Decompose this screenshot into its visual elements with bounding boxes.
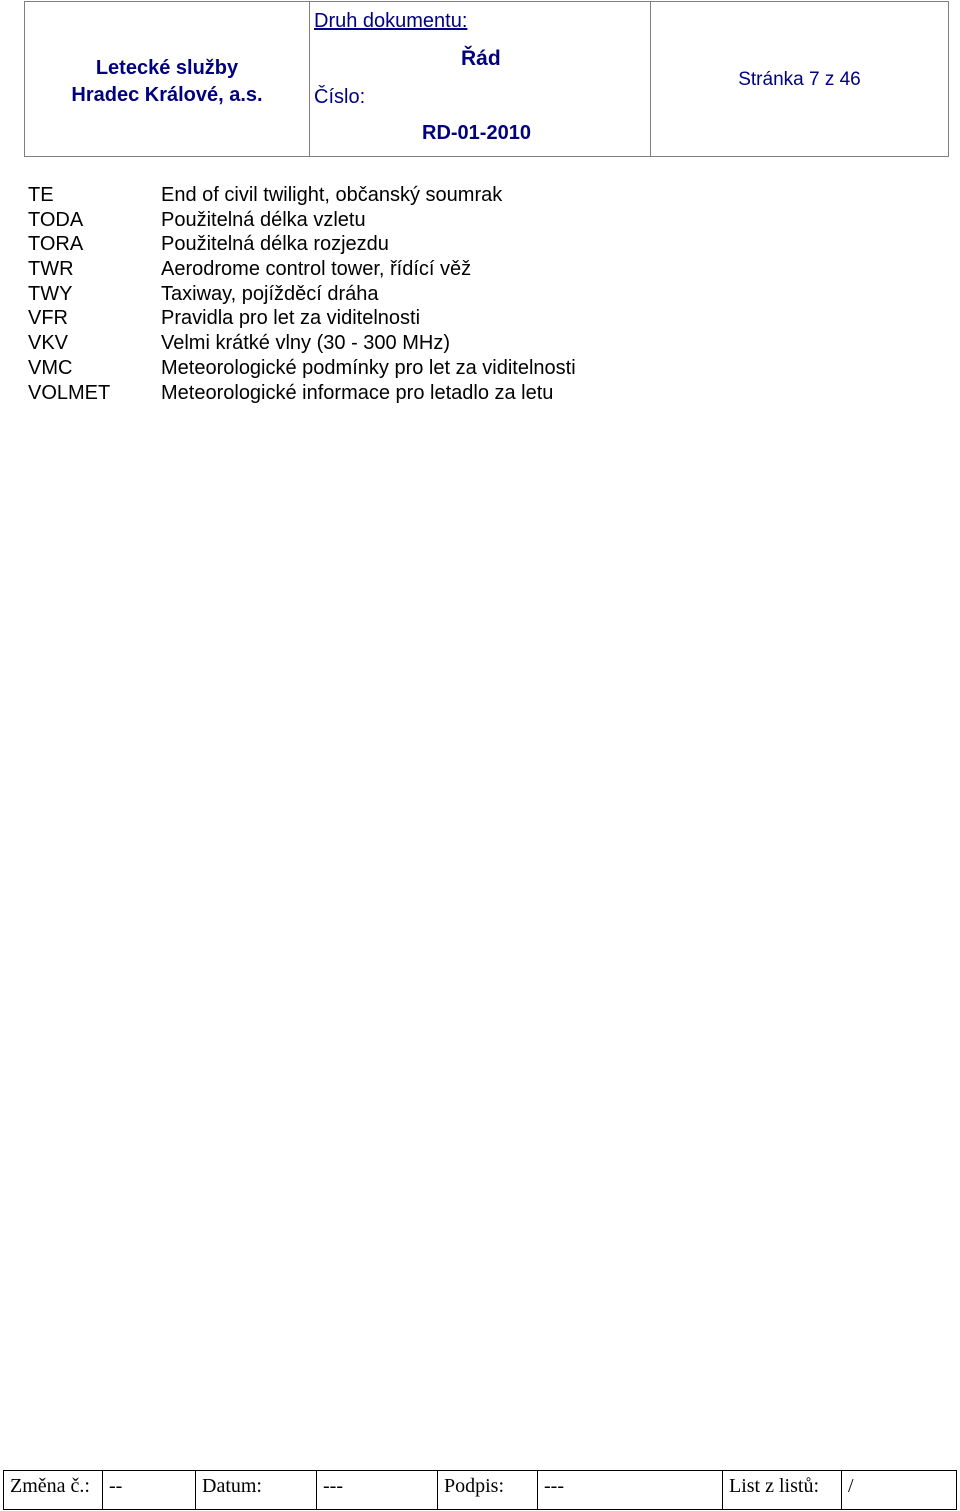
abbreviation-code: TWY (28, 282, 73, 305)
document-info-cell (310, 2, 651, 156)
list-item (28, 381, 576, 406)
abbreviation-description: Aerodrome control tower, řídící věž (161, 258, 472, 281)
signature-label: Podpis: (438, 1471, 538, 1509)
change-value: -- (103, 1471, 196, 1509)
list-item (28, 282, 576, 307)
sheet-label: List z listů: (723, 1471, 842, 1509)
document-type-label: Druh dokumentu: (314, 10, 468, 32)
list-item (28, 183, 576, 208)
document-header (24, 1, 949, 157)
list-item (28, 331, 576, 356)
document-type: Řád (461, 47, 501, 70)
abbreviation-code: VKV (28, 332, 69, 355)
page-number: Stránka 7 z 46 (738, 69, 861, 90)
abbreviation-code: TODA (28, 208, 84, 231)
list-item (28, 306, 576, 331)
abbreviation-description: Taxiway, pojížděcí dráha (161, 282, 379, 305)
abbreviation-list (28, 183, 576, 405)
document-number: RD-01-2010 (422, 122, 531, 144)
abbreviation-code: VOLMET (28, 381, 111, 404)
abbreviation-code: TWR (28, 258, 74, 281)
organization-name-line1: Letecké služby (95, 57, 239, 79)
abbreviation-description: Meteorologické podmínky pro let za viditelnosti (161, 356, 576, 379)
abbreviation-description: Velmi krátké vlny (30 - 300 MHz) (161, 332, 450, 355)
date-label: Datum: (196, 1471, 317, 1509)
list-item (28, 208, 576, 233)
abbreviation-code: TE (28, 184, 54, 206)
organization-cell (25, 2, 310, 156)
change-label: Změna č.: (4, 1471, 103, 1509)
document-footer (3, 1470, 957, 1510)
abbreviation-description: End of civil twilight, občanský soumrak (161, 184, 503, 206)
sheet-value: / (848, 1475, 854, 1497)
abbreviation-description: Pravidla pro let za viditelnosti (161, 307, 421, 330)
list-item (28, 232, 576, 257)
signature-value: --- (538, 1471, 723, 1509)
document-number-label: Číslo: (314, 86, 366, 108)
organization-name-line2: Hradec Králové, a.s. (71, 84, 263, 106)
abbreviation-code: VMC (28, 356, 73, 379)
abbreviation-description: Meteorologické informace pro letadlo za letu (161, 381, 554, 404)
date-value: --- (317, 1471, 438, 1509)
abbreviation-code: VFR (28, 307, 68, 330)
abbreviation-description: Použitelná délka rozjezdu (161, 233, 389, 256)
page-info-cell (651, 2, 948, 156)
list-item (28, 356, 576, 381)
list-item (28, 257, 576, 282)
abbreviation-description: Použitelná délka vzletu (161, 208, 366, 231)
abbreviation-code: TORA (28, 233, 84, 256)
